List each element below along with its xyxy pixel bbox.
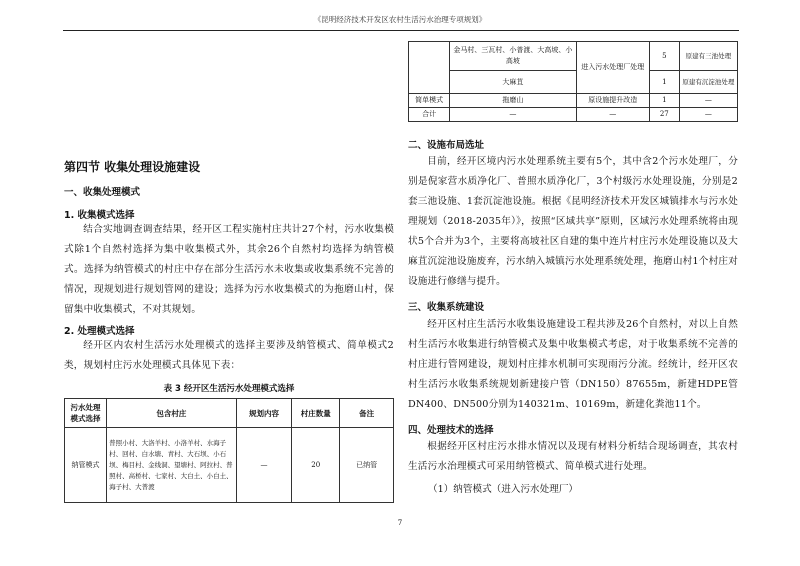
cell-note: 原建有三池处理 bbox=[679, 42, 737, 71]
cell-note: — bbox=[679, 108, 737, 122]
table-row bbox=[409, 94, 738, 108]
cell-plan: 进入污水处理厂处理 bbox=[576, 42, 649, 94]
paragraph-treatment-mode: 经开区内农村生活污水处理模式的选择主要涉及纳管模式、简单模式2类，规划村庄污水处理模式具体见下表： bbox=[64, 340, 394, 371]
cell-villages: — bbox=[450, 108, 576, 122]
cell-plan: 原设施提升改造 bbox=[576, 94, 649, 108]
cell-plan: — bbox=[236, 428, 292, 503]
cell-mode: 简单模式 bbox=[409, 94, 450, 108]
page-number: 7 bbox=[397, 519, 403, 527]
col-header-villages: 包含村庄 bbox=[107, 399, 237, 428]
paragraph-facility-layout: 目前，经开区境内污水处理系统主要有5个，其中含2个污水处理厂，分别是倪家营水质净化厂、普照水质净化厂，3个村级污水处理设施，分别是2套三池设施、1套沉淀池设施。根据《昆明经济技术开发区城镇排水与污水处理规划（2018-2035年）》，按照“区域共享”原则，区域污水处理系统将由现状5个合并为3个，主要将高坡社区自建的集中连片村庄污水处理设施以及大麻苴沉淀池设施废弃，污水纳入城镇污水处理系统处理，拖磨山村1个村庄对设施进行修缮与提升。 bbox=[408, 156, 738, 287]
table-caption: 表 3 经开区生活污水处理模式选择 bbox=[163, 384, 295, 394]
cell-count: 27 bbox=[649, 108, 679, 122]
header-rule bbox=[63, 30, 739, 31]
section-title: 第四节 收集处理设施建设 bbox=[64, 160, 201, 174]
col-header-note: 备注 bbox=[340, 399, 394, 428]
cell-count: 20 bbox=[292, 428, 340, 503]
paragraph-collection-system: 经开区村庄生活污水收集设施建设工程共涉及26个自然村，对以上自然村生活污水收集进行纳管模式及集中收集模式考虑，对于收集系统不完善的村庄进行管网建设，规划村庄排水机制可实现雨污分流。经统计，经开区农村生活污水收集系统规划新建接户管（DN150）87655m，新建HDPE管DN400、DN500分别为140321m、10169m，新建化粪池11个。 bbox=[408, 319, 738, 410]
heading-treatment-technology: 四、处理技术的选择 bbox=[408, 425, 494, 436]
table-row bbox=[65, 428, 394, 503]
treatment-mode-table bbox=[64, 398, 394, 503]
col-header-plan: 规划内容 bbox=[236, 399, 292, 428]
heading-facility-layout: 二、设施布局选址 bbox=[408, 140, 485, 151]
list-item-connection-mode: （1）纳管模式（进入污水处理厂） bbox=[428, 484, 579, 495]
cell-villages: 普照小村、大洛羊村、小洛羊村、水海子村、回村、白水塘、青村、大石坝、小石坝、梅目村、金线洞、望塘村、阿拉村、普照村、高桥村、七家村、大白土、小白土、海子村、大普渡 bbox=[107, 428, 237, 503]
heading-collection-mode-selection: 1. 收集模式选择 bbox=[64, 210, 135, 221]
table-row bbox=[409, 108, 738, 122]
col-header-mode: 污水处理模式选择 bbox=[65, 399, 107, 428]
cell-mode: 合计 bbox=[409, 108, 450, 122]
cell-plan: — bbox=[576, 108, 649, 122]
table-row bbox=[409, 71, 738, 94]
cell-note: — bbox=[679, 94, 737, 108]
cell-note: 已纳管 bbox=[340, 428, 394, 503]
heading-treatment-mode-selection: 2. 处理模式选择 bbox=[64, 326, 135, 337]
heading-collection-treatment-mode: 一、收集处理模式 bbox=[64, 187, 141, 198]
table-row bbox=[409, 42, 738, 71]
cell-villages: 金马村、三瓦村、小普渡、大高坡、小高坡 bbox=[450, 42, 576, 71]
treatment-mode-table-continued bbox=[408, 41, 738, 122]
cell-mode-empty bbox=[409, 42, 450, 94]
cell-count: 5 bbox=[649, 42, 679, 71]
paragraph-collection-mode: 结合实地调查调查结果，经开区工程实施村庄共计27个村，污水收集模式除1个自然村选择为集中收集模式外，其余26个自然村均选择为纳管模式。选择为纳管模式的村庄中存在部分生活污水未收集或收集系统不完善的情况，现规划进行规划管网的建设；选择为污水收集模式的为拖磨山村，保留集中收集模式，不对其规划。 bbox=[64, 224, 394, 315]
col-header-count: 村庄数量 bbox=[292, 399, 340, 428]
paragraph-treatment-technology: 根据经开区村庄污水排水情况以及现有材料分析结合现场调查，其农村生活污水治理模式可采用纳管模式、简单模式进行处理。 bbox=[408, 441, 738, 472]
cell-count: 1 bbox=[649, 71, 679, 94]
cell-villages: 大麻苴 bbox=[450, 71, 576, 94]
cell-mode: 纳管模式 bbox=[65, 428, 107, 503]
cell-note: 原建有沉淀池处理 bbox=[679, 71, 737, 94]
cell-villages: 拖磨山 bbox=[450, 94, 576, 108]
cell-count: 1 bbox=[649, 94, 679, 108]
running-header: 《昆明经济技术开发区农村生活污水治理专项规划》 bbox=[313, 15, 487, 24]
heading-collection-system: 三、收集系统建设 bbox=[408, 302, 485, 313]
table-header-row bbox=[65, 399, 394, 428]
